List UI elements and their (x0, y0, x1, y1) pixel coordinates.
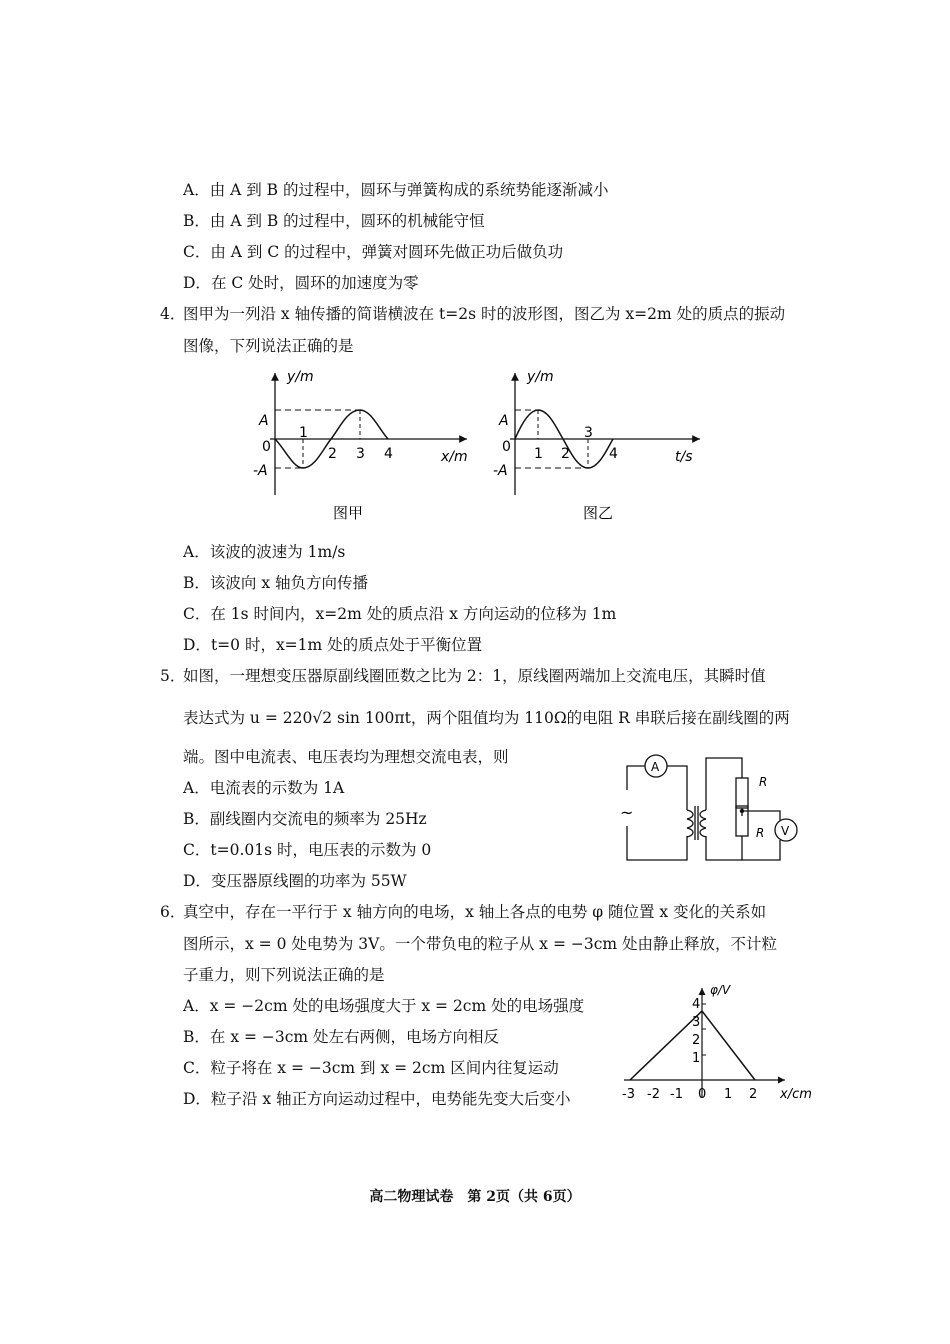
amp-neg-label: -A (493, 463, 508, 479)
q4-stem-line1: 图甲为一列沿 x 轴传播的简谐横波在 t=2s 时的波形图，图乙为 x=2m 处的质点的振动 (183, 305, 786, 323)
y-label: φ/V (710, 983, 731, 997)
y-label: y/m (527, 369, 554, 385)
figure-jia (245, 365, 480, 530)
resistor-label-top: R (759, 775, 768, 789)
x-label: t/s (675, 449, 693, 465)
tick-1: 1 (534, 446, 543, 462)
q3-option-d: D．在 C 处时，圆环的加速度为零 (183, 274, 419, 292)
x-tick-0: 0 (698, 1087, 707, 1102)
q6-option-c: C．粒子将在 x = −3cm 到 x = 2cm 区间内往复运动 (183, 1059, 559, 1077)
q6-option-b: B．在 x = −3cm 处左右两侧，电场方向相反 (183, 1028, 500, 1046)
x-tick-2: 2 (749, 1087, 758, 1102)
y-tick-1: 1 (692, 1051, 701, 1066)
x-tick-1: 1 (724, 1087, 733, 1102)
ammeter-label: A (651, 760, 660, 774)
q5-stem-line3: 端。图中电流表、电压表均为理想交流电表，则 (183, 748, 509, 766)
q5-option-a: A．电流表的示数为 1A (183, 779, 345, 797)
q4-option-a: A．该波的波速为 1m/s (183, 543, 346, 561)
q5-stem-line2: 表达式为 u = 220√2 sin 100πt，两个阻值均为 110Ω的电阻 R 串联后接在副线圈的两 (183, 709, 790, 727)
q6-option-d: D．粒子沿 x 轴正方向运动过程中，电势能先变大后变小 (183, 1090, 571, 1108)
q4-option-c: C．在 1s 时间内，x=2m 处的质点沿 x 方向运动的位移为 1m (183, 605, 617, 623)
amp-pos-label: A (499, 413, 509, 429)
y-tick-2: 2 (692, 1033, 701, 1048)
y-tick-4: 4 (692, 997, 701, 1012)
q3-option-c: C．由 A 到 C 的过程中，弹簧对圆环先做正功后做负功 (183, 243, 564, 261)
q6-stem-line3: 子重力，则下列说法正确的是 (183, 966, 385, 984)
tick-2: 2 (561, 446, 570, 462)
q3-option-a: A．由 A 到 B 的过程中，圆环与弹簧构成的系统势能逐渐减小 (183, 181, 609, 199)
tick-4: 4 (384, 446, 393, 462)
tick-3: 3 (356, 446, 365, 462)
amp-neg-label: -A (253, 463, 268, 479)
origin-label: 0 (502, 439, 511, 455)
q4-stem-line2: 图像，下列说法正确的是 (183, 337, 354, 355)
q5-number: 5． (160, 667, 186, 685)
amp-pos-label: A (259, 413, 269, 429)
ac-source-icon: ~ (620, 803, 634, 822)
y-tick-3: 3 (692, 1015, 701, 1030)
q4-option-b: B．该波向 x 轴负方向传播 (183, 574, 368, 592)
q4-option-d: D．t=0 时，x=1m 处的质点处于平衡位置 (183, 636, 483, 654)
q5-option-d: D．变压器原线圈的功率为 55W (183, 872, 407, 890)
x-tick-neg1: -1 (670, 1087, 683, 1102)
voltmeter-label: V (781, 824, 790, 838)
transformer-circuit (615, 748, 810, 868)
page-footer: 高二物理试卷 第 2页（共 6页） (369, 1189, 581, 1205)
q6-number: 6． (160, 903, 186, 921)
q6-option-a: A．x = −2cm 处的电场强度大于 x = 2cm 处的电场强度 (183, 997, 585, 1015)
tick-3: 3 (584, 425, 593, 441)
resistor-label-bottom: R (756, 826, 765, 840)
tick-1: 1 (299, 425, 308, 441)
caption-yi: 图乙 (583, 504, 614, 522)
x-label: x/cm (780, 1087, 812, 1102)
potential-graph (620, 982, 820, 1107)
q5-option-b: B．副线圈内交流电的频率为 25Hz (183, 810, 427, 828)
x-tick-neg3: -3 (622, 1087, 635, 1102)
q3-option-b: B．由 A 到 B 的过程中，圆环的机械能守恒 (183, 212, 485, 230)
x-label: x/m (441, 449, 468, 465)
tick-4: 4 (609, 446, 618, 462)
y-label: y/m (287, 369, 314, 385)
q6-stem-line1: 真空中，存在一平行于 x 轴方向的电场，x 轴上各点的电势 φ 随位置 x 变化的关系如 (183, 903, 767, 921)
tick-2: 2 (328, 446, 337, 462)
q6-stem-line2: 图所示，x = 0 处电势为 3V。一个带负电的粒子从 x = −3cm 处由静止释放，不计粒 (183, 935, 778, 953)
figure-yi (485, 365, 720, 530)
x-tick-neg2: -2 (647, 1087, 660, 1102)
caption-jia: 图甲 (333, 504, 364, 522)
q4-number: 4． (160, 305, 186, 323)
q5-option-c: C．t=0.01s 时，电压表的示数为 0 (183, 841, 432, 859)
q5-stem-line1: 如图，一理想变压器原副线圈匝数之比为 2：1，原线圈两端加上交流电压，其瞬时值 (183, 667, 766, 685)
origin-label: 0 (262, 439, 271, 455)
